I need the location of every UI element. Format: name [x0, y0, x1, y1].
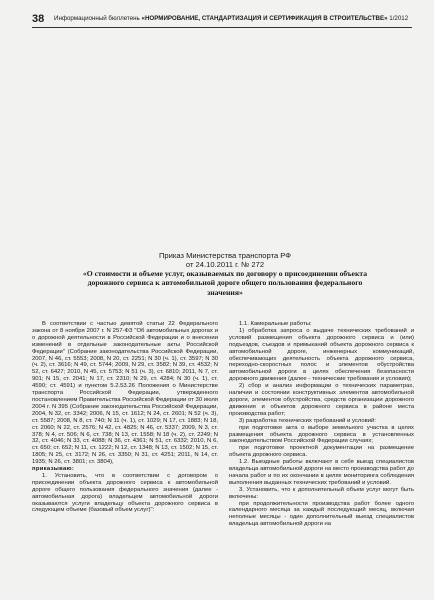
paragraph-order-word: приказываю: [32, 466, 75, 473]
paragraph-1-2: 1.2. Выездные работы включают в себя выезд специалистов владельца автомобильной дороги на место производства работ до начала работ и по их окончании в целях мониторинга соблюдения выполнения выданных технических требований и условий. [229, 459, 414, 486]
right-text-column [229, 321, 414, 528]
order-heading-line-2: дорожного сервиса к автомобильной дороге общего пользования федерального значения» [87, 278, 363, 297]
order-date-number: от 24.10.2011 г. № 272 [185, 260, 265, 269]
order-heading-line-1: «О стоимости и объеме услуг, оказываемых по договору о присоединении объекта [82, 269, 368, 278]
paragraph-1-1-2: 2) сбор и анализ информации о технических параметрах, наличии и состоянии конструктивных элементов автомобильной дороги, элементов обустройства, средств организации дорожного движения и объектов дорожного сервиса в районе места производства работ; [229, 383, 414, 417]
journal-issue: 1/2012 [387, 15, 409, 22]
paragraph-duration: при продолжительности производства работ более одного календарного месяца за каждый последующий месяц, включая неполные месяцы - один дополнительный выезд специалистов владельца автомобильной дороги на [229, 500, 414, 528]
paragraph-act-case: при подготовке акта о выборе земельного участка в целях размещения объекта дорожного сервиса в установленных законодательством Российской Федерации случаях; [229, 424, 414, 445]
paragraph-1-1-3: 3) разработка технических требований и условий: [239, 417, 376, 424]
paragraph-item-1: 1. Установить, что в соответствии с договором о присоединении объекта дорожного сервиса к автомобильной дороге общего пользования федерального значения (далее - автомобильная дорога) владельцем автомобильной дороги оказываются услуги владельцу объекта дорожного сервиса в следующем объеме (базовый объем услуг)": [32, 472, 218, 514]
order-title: Приказ Министерства транспорта РФ [158, 251, 292, 260]
left-text-column [32, 321, 218, 514]
document-title-block [70, 251, 380, 297]
page-header [32, 13, 412, 27]
paragraph-1-1-1: 1) обработка запроса о выдаче технических требований и условий размещения объекта дорожного сервиса и (или) подъездов, съездов и примыканий объекта дорожного сервиса к автомобильной дороге, инженерных коммуникаций, обеспечивающих деятельность объекта дорожного сервиса, переходно-скоростных полос и элементов обустройства автомобильной дороги в целях обеспечения безопасности дорожного движения (далее - технические требования и условия); [229, 327, 414, 383]
journal-title-prefix: Информационный бюллетень [54, 15, 142, 22]
paragraph-1-1: 1.1. Камеральные работы: [239, 321, 312, 327]
paragraph-preamble: В соответствии с частью девятой статьи 22 Федерального закона от 8 ноября 2007 г. N 257-ФЗ "Об автомобильных дорогах и о дорожной деятельности в Российской Федерации и о внесении изменений в отдельные законодательные акты Российской Федерации" (Собрание законодательства Российской Федерации, 2007, N 46, ст. 5553; 2008, N 20, ст. 2251; N 30 (ч. 1), ст. 3597; N 30 (ч. 2), ст. 3616; N 49, ст. 5744; 2009, N 29, ст. 3582; N 39, ст. 4532; N 52, ст. 6427; 2010, N 45, ст. 5753; N 51 (ч. 3), ст. 6810; 2011, N 7, ст. 901; N 15, ст. 2041; N 17, ст. 2310; N 29, ст. 4284; N 30 (ч. 1), ст. 4590; ст. 4591) и пунктом 5.2.53.26 Положения о Министерстве транспорта Российской Федерации, утвержденного постановлением Правительства Российской Федерации от 30 июля 2004 г. N 395 (Собрание законодательства Российской Федерации, 2004, N 32, ст. 3342; 2006, N 15, ст. 1612; N 24, ст. 2601; N 52 (ч. 3), ст. 5587; 2008, N 8, ст. 740; N 11 (ч. 1), ст. 1029; N 17, ст. 1883; N 18, ст. 2060; N 22, ст. 2576; N 42, ст. 4825; N 46, ст. 5337; 2009, N 3, ст. 378; N 4, ст. 506; N 6, ст. 738; N 13, ст. 1558; N 18 (ч. 2), ст. 2249; N 32, ст. 4046; N 33, ст. 4088; N 36, ст. 4361; N 51, ст. 6332; 2010, N 6, ст. 650; ст. 652; N 11, ст. 1222; N 12, ст. 1348; N 13, ст. 1502; N 15, ст. 1805; N 25, ст. 3172; N 26, ст. 3350; N 31, ст. 4251; 2011, N 14, ст. 1935; N 26, ст. 3801; ст. 3804), [32, 321, 218, 466]
journal-title [54, 15, 408, 23]
paragraph-project-case: при подготовке проектной документации на размещение объекта дорожного сервиса. [229, 445, 414, 459]
header-divider [32, 27, 412, 28]
journal-title-bold: «НОРМИРОВАНИЕ, СТАНДАРТИЗАЦИЯ И СЕРТИФИКАЦИЯ В СТРОИТЕЛЬСТВЕ» [141, 15, 388, 22]
page-number: 38 [32, 13, 45, 25]
paragraph-3: 3. Установить, что к дополнительный объем услуг могут быть включены: [229, 486, 414, 500]
